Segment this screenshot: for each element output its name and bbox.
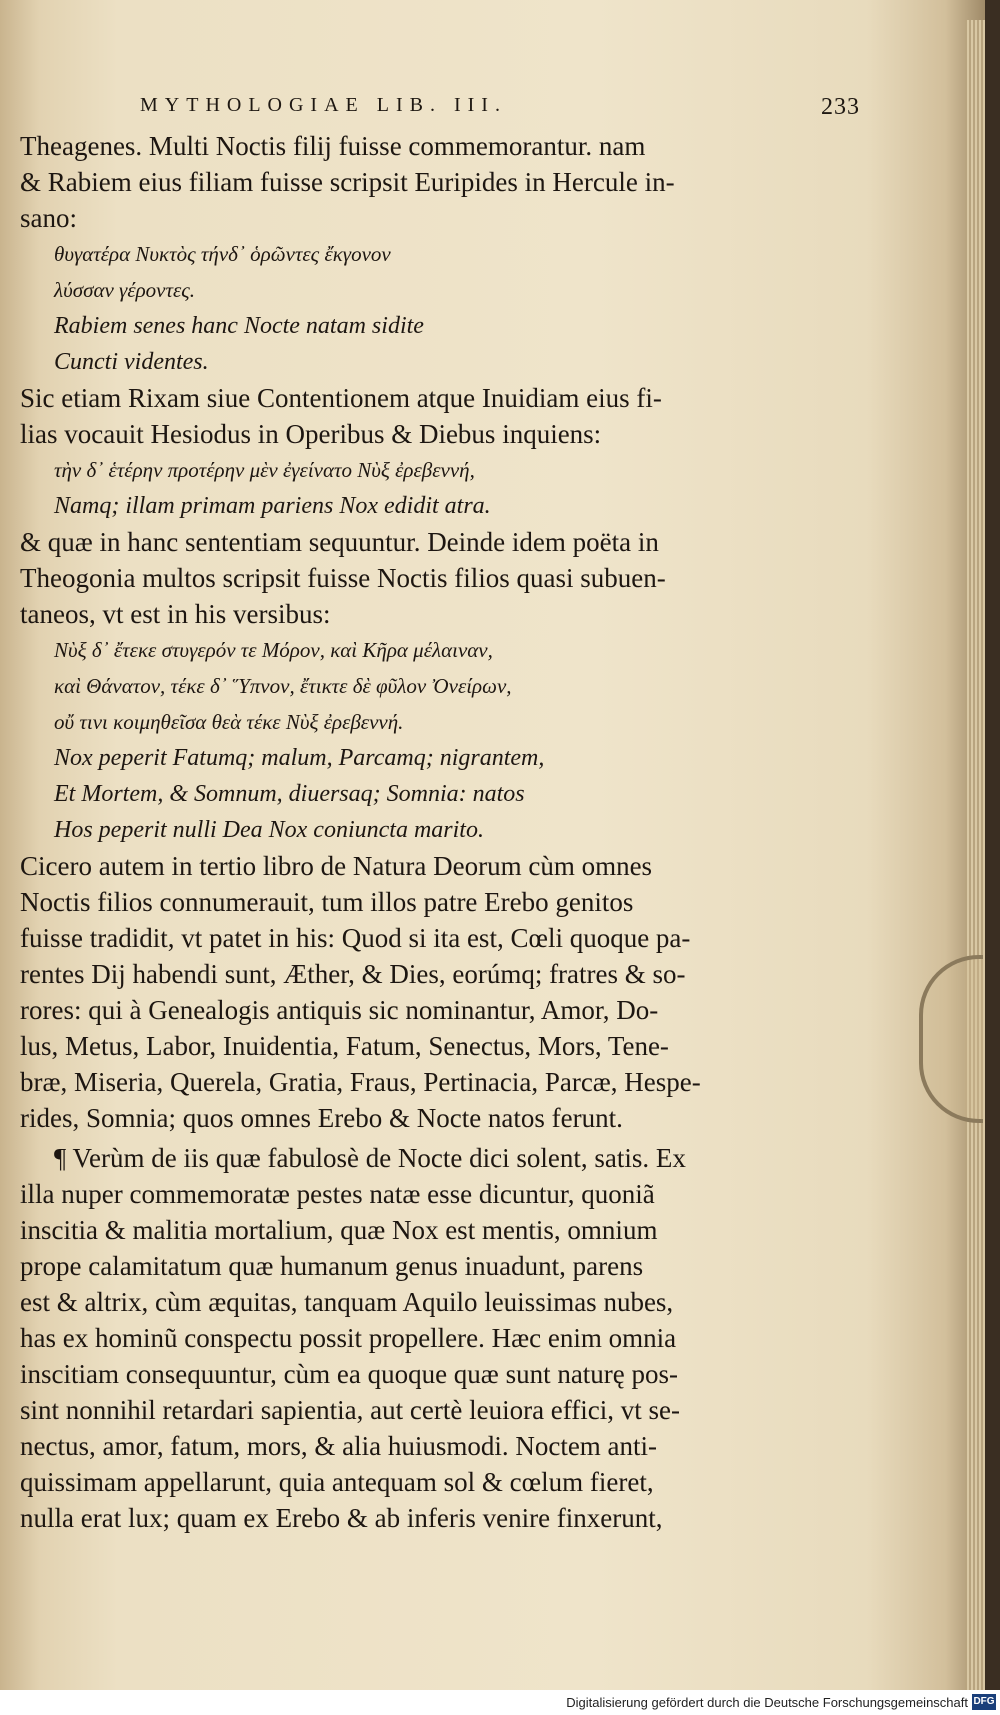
text-line: sano: — [20, 203, 77, 233]
greek-verse-line: τὴν δ᾽ ἑτέρην προτέρην μὲν ἐγείνατο Νὺξ ἐρεβεννή, — [54, 458, 475, 482]
text-line: est & altrix, cùm æquitas, tanquam Aquilo leuissimas nubes, — [20, 1287, 674, 1317]
latin-verse-line: Nox peperit Fatumq; malum, Parcamq; nigrantem, — [54, 745, 545, 771]
page-number: 233 — [821, 94, 860, 120]
text-line: taneos, vt est in his versibus: — [20, 599, 331, 629]
text-line: lus, Metus, Labor, Inuidentia, Fatum, Senectus, Mors, Tene- — [20, 1031, 669, 1061]
text-line: Sic etiam Rixam siue Contentionem atque Inuidiam eius fi- — [20, 383, 662, 413]
text-line: Cicero autem in tertio libro de Natura Deorum cùm omnes — [20, 851, 653, 881]
latin-verse-line: Hos peperit nulli Dea Nox coniuncta marito. — [54, 817, 484, 843]
digitization-footer — [0, 1690, 1000, 1715]
greek-verse-line: Νὺξ δ᾽ ἔτεκε στυγερόν τε Μόρον, καὶ Κῆρα μέλαιναν, — [54, 638, 493, 662]
latin-verse-line: Et Mortem, & Somnum, diuersaq; Somnia: natos — [54, 781, 525, 807]
funding-credit: Digitalisierung gefördert durch die Deutsche Forschungsgemeinschaft — [566, 1695, 968, 1710]
greek-verse-line: καὶ Θάνατον, τέκε δ᾽ Ὕπνον, ἔτικτε δὲ φῦλον Ὀνείρων, — [54, 674, 512, 698]
greek-verse-line: λύσσαν γέροντες. — [54, 278, 196, 302]
text-line: inscitia & malitia mortalium, quæ Nox est mentis, omnium — [20, 1215, 658, 1245]
text-line: fuisse tradidit, vt patet in his: Quod si ita est, Cœli quoque pa- — [20, 923, 691, 953]
page-header — [140, 94, 860, 124]
greek-verse-line: θυγατέρα Νυκτὸς τήνδ᾽ ὁρῶντες ἔκγονον — [54, 242, 391, 266]
book-clasp — [919, 955, 983, 1123]
text-line: rides, Somnia; quos omnes Erebo & Nocte natos ferunt. — [20, 1103, 623, 1133]
text-line: has ex hominũ conspectu possit propellere. Hæc enim omnia — [20, 1323, 677, 1353]
text-line: lias vocauit Hesiodus in Operibus & Diebus inquiens: — [20, 419, 602, 449]
text-line: & Rabiem eius filiam fuisse scripsit Euripides in Hercule in- — [20, 167, 675, 197]
text-line: prope calamitatum quæ humanum genus inuadunt, parens — [20, 1251, 644, 1281]
text-line: quissimam appellarunt, quia antequam sol & cœlum fieret, — [20, 1467, 654, 1497]
text-line: sint nonnihil retardari sapientia, aut certè leuiora effici, vt se- — [20, 1395, 680, 1425]
page-edges — [965, 20, 985, 1690]
greek-verse-line: οὔ τινι κοιμηθεῖσα θεὰ τέκε Νὺξ ἐρεβεννή. — [54, 710, 404, 734]
text-line: Noctis filios connumerauit, tum illos patre Erebo genitos — [20, 887, 634, 917]
paragraph-start-line: ¶ Verùm de iis quæ fabulosè de Nocte dici solent, satis. Ex — [54, 1143, 686, 1173]
text-line: nectus, amor, fatum, mors, & alia huiusmodi. Noctem anti- — [20, 1431, 658, 1461]
text-line: inscitiam consequuntur, cùm ea quoque quæ sunt naturę pos- — [20, 1359, 679, 1389]
text-line: rores: qui à Genealogis antiquis sic nominantur, Amor, Do- — [20, 995, 659, 1025]
latin-verse-line: Cuncti videntes. — [54, 349, 209, 375]
latin-verse-line: Namq; illam primam pariens Nox edidit atra. — [54, 493, 491, 519]
text-line: nulla erat lux; quam ex Erebo & ab inferis venire finxerunt, — [20, 1503, 663, 1533]
text-line: rentes Dij habendi sunt, Æther, & Dies, eorúmq; fratres & so- — [20, 959, 686, 989]
body-text — [20, 128, 740, 1536]
text-line: & quæ in hanc sententiam sequuntur. Deinde idem poëta in — [20, 527, 659, 557]
text-line: Theogonia multos scripsit fuisse Noctis filios quasi subuen- — [20, 563, 666, 593]
latin-verse-line: Rabiem senes hanc Nocte natam sidite — [54, 313, 424, 339]
text-line: Theagenes. Multi Noctis filij fuisse commemorantur. nam — [20, 131, 646, 161]
dfg-logo: DFG — [972, 1694, 996, 1710]
text-line: bræ, Miseria, Querela, Gratia, Fraus, Pertinacia, Parcæ, Hespe- — [20, 1067, 701, 1097]
running-title: MYTHOLOGIAE LIB. III. — [140, 94, 507, 116]
text-line: illa nuper commemoratæ pestes natæ esse dicuntur, quoniã — [20, 1179, 655, 1209]
